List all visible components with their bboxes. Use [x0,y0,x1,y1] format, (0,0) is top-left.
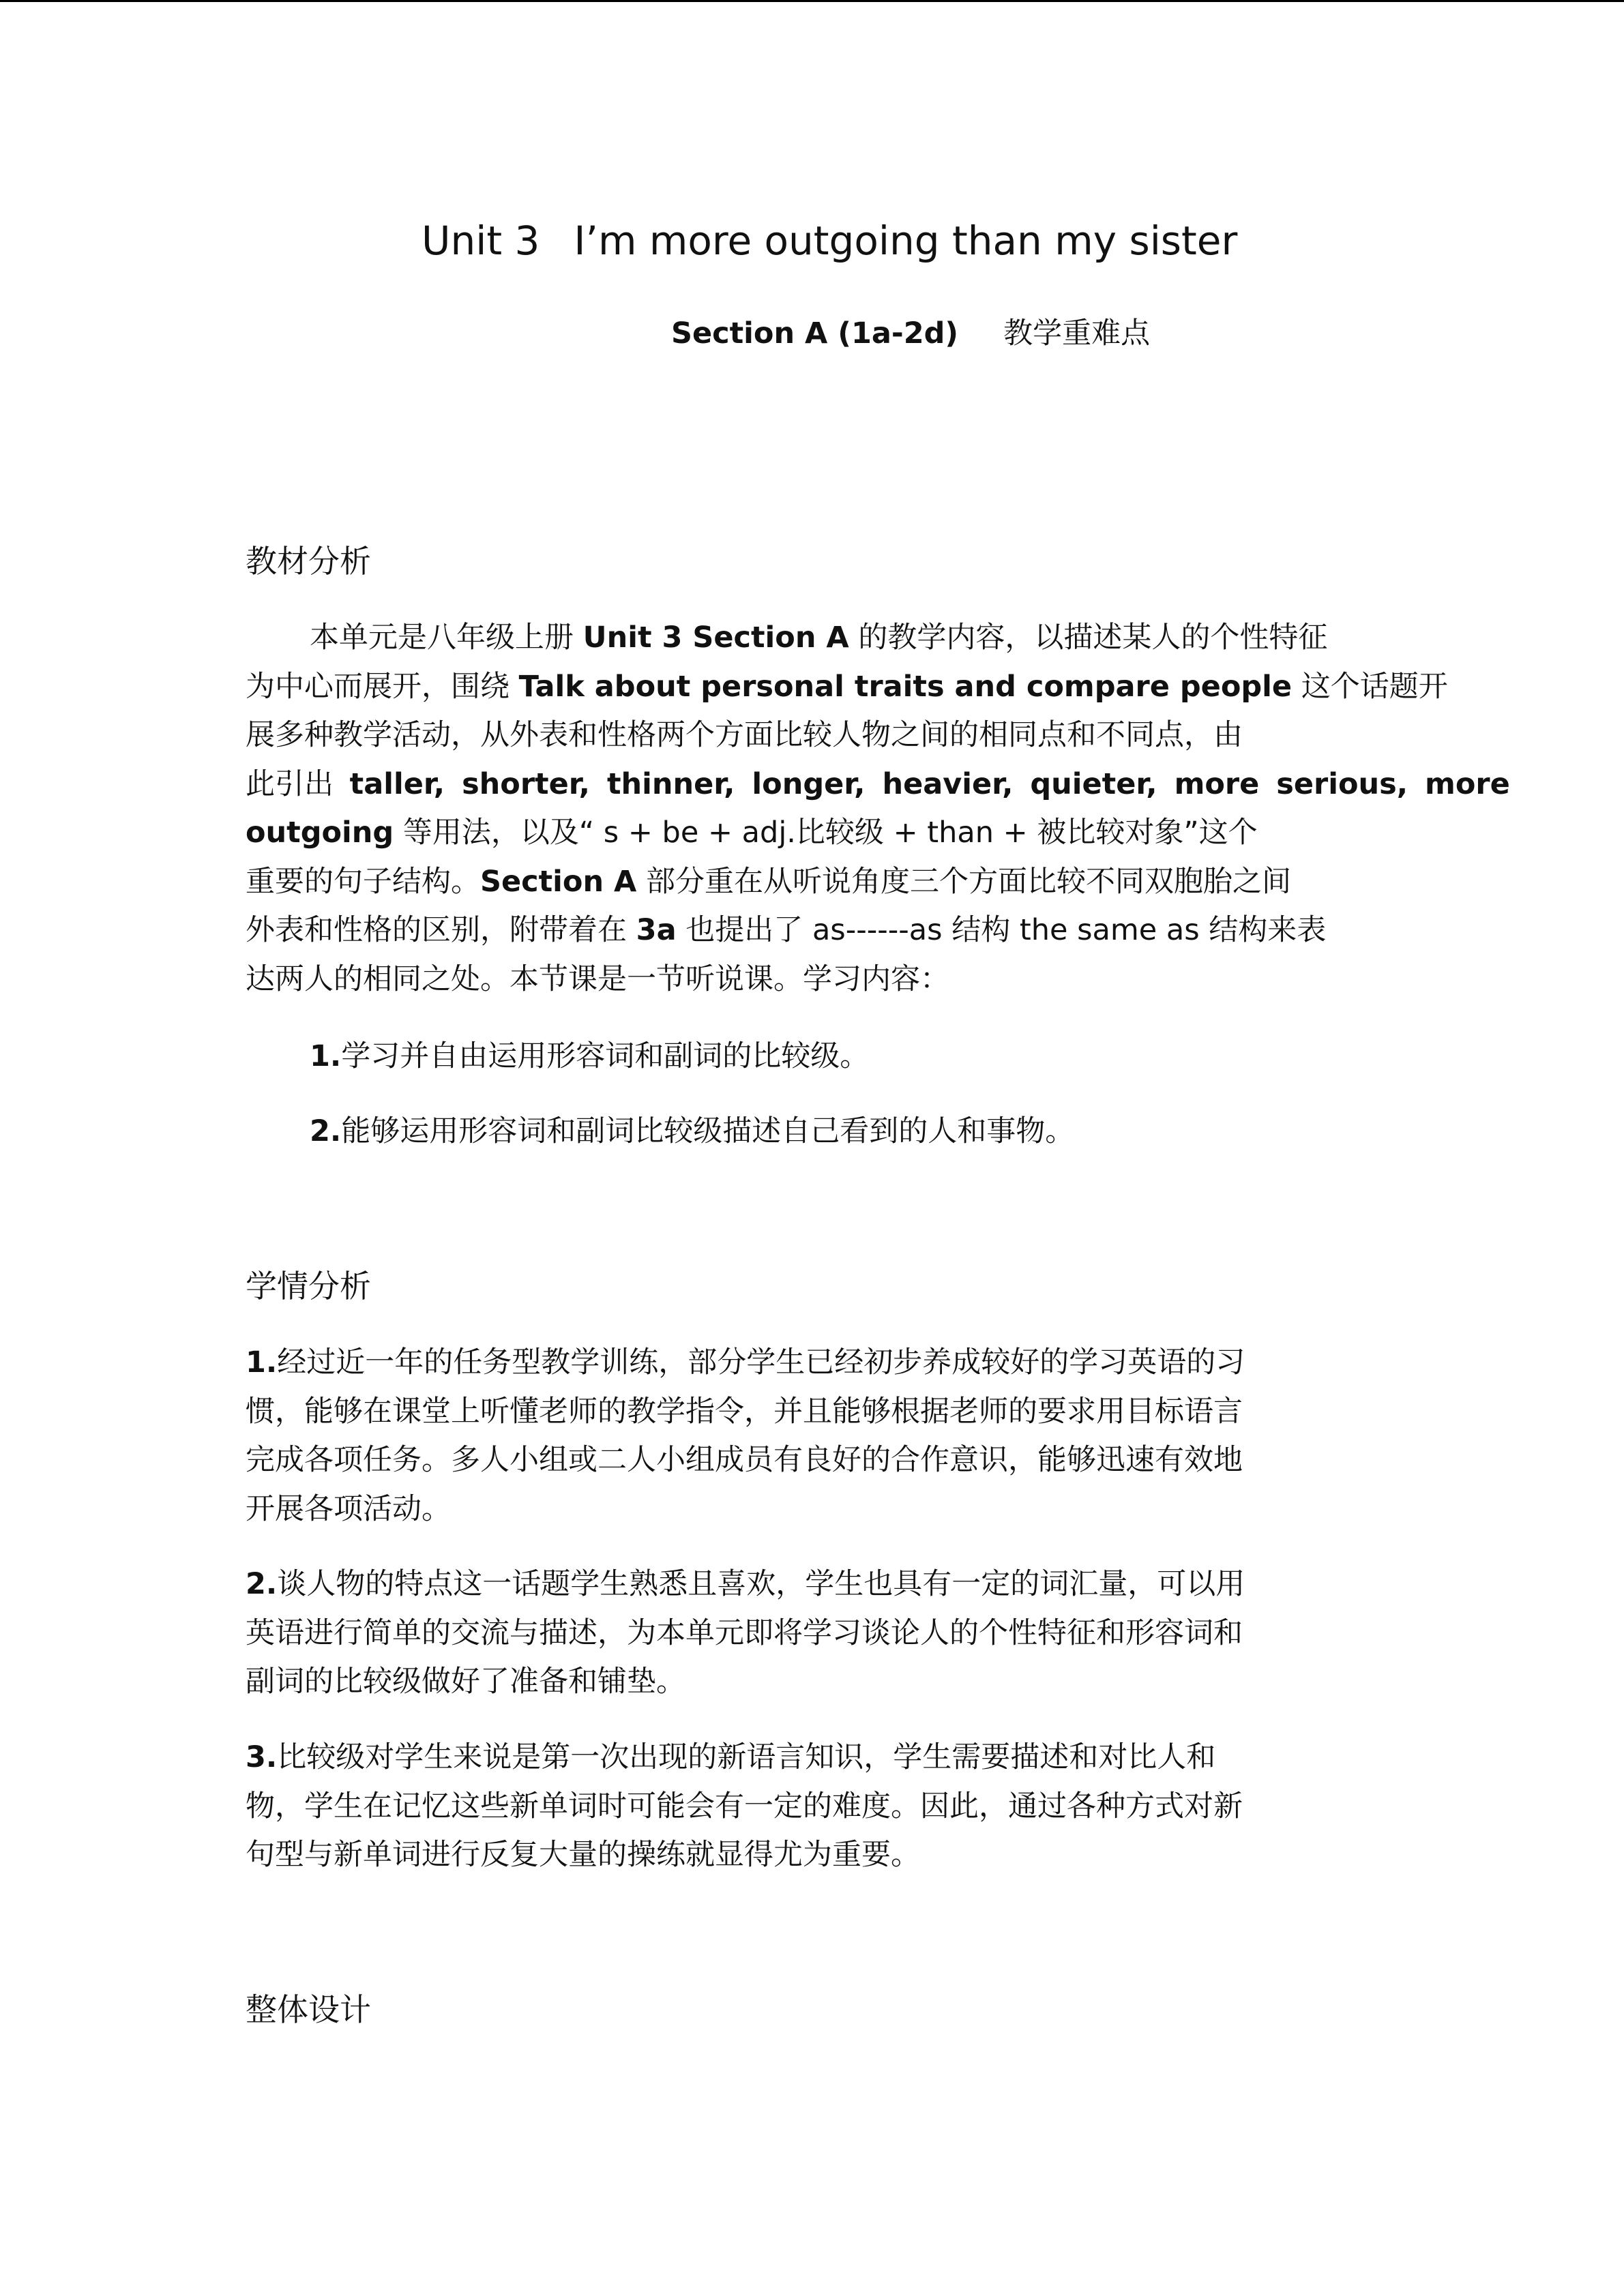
student-point-3-line-3: 句型与新单词进行反复大量的操练就显得尤为重要。 [246,1838,920,1872]
analysis-line-5: outgoing 等用法，以及“ s + be + adj.比较级 + than + 被比较对象”这个 [246,816,1258,850]
document-subtitle [671,311,1150,356]
analysis-line-2: 为中心而展开，围绕 Talk about personal traits and compare people 这个话题开 [246,669,1448,704]
analysis-line-7: 外表和性格的区别，附带着在 3a 也提出了 as------as 结构 the same as 结构来表 [246,913,1327,947]
heading-material-analysis: 教材分析 [246,543,371,580]
heading-student-analysis: 学情分析 [246,1268,371,1304]
material-analysis-paragraph [246,614,1510,1004]
student-point-3-line-2: 物，学生在记忆这些新单词时可能会有一定的难度。因此，通过各种方式对新 [246,1789,1243,1823]
learning-item-2: 2.能够运用形容词和副词比较级描述自己看到的人和事物。 [310,1114,1075,1148]
student-point-3 [246,1733,1378,1880]
analysis-line-8: 达两人的相同之处。本节课是一节听说课。学习内容： [246,961,949,996]
analysis-line-4: 此引出 taller, shorter, thinner, longer, heavier, quieter, more serious, more [246,766,1510,801]
subtitle-section: Section A (1a-2d) [671,316,959,351]
analysis-line-6: 重要的句子结构。Section A 部分重在从听说角度三个方面比较不同双胞胎之间 [246,864,1291,899]
student-point-1-line-4: 开展各项活动。 [246,1491,451,1526]
student-point-1 [246,1339,1378,1534]
student-point-1-line-3: 完成各项任务。多人小组或二人小组成员有良好的合作意识，能够迅速有效地 [246,1443,1243,1477]
student-point-2-line-2: 英语进行简单的交流与描述，为本单元即将学习谈论人的个性特征和形容词和 [246,1615,1243,1650]
page-top-border [0,0,1624,2]
document-title [422,213,1237,268]
title-text: I’m more outgoing than my sister [574,218,1238,264]
student-point-2-line-3: 副词的比较级做好了准备和铺垫。 [246,1665,685,1699]
title-unit: Unit 3 [422,218,540,264]
student-point-2 [246,1560,1378,1707]
student-point-1-line-2: 惯，能够在课堂上听懂老师的教学指令，并且能够根据老师的要求用目标语言 [246,1394,1243,1429]
analysis-line-1: 本单元是八年级上册 Unit 3 Section A 的教学内容，以描述某人的个性特征 [310,621,1328,655]
heading-overall-design: 整体设计 [246,1991,371,2028]
student-point-1-line-1: 1.经过近一年的任务型教学训练，部分学生已经初步养成较好的学习英语的习 [246,1345,1245,1380]
analysis-line-3: 展多种教学活动，从外表和性格两个方面比较人物之间的相同点和不同点，由 [246,718,1243,752]
student-point-2-line-1: 2.谈人物的特点这一话题学生熟悉且喜欢，学生也具有一定的词汇量，可以用 [246,1567,1245,1601]
subtitle-label: 教学重难点 [1003,316,1151,351]
student-point-3-line-1: 3.比较级对学生来说是第一次出现的新语言知识，学生需要描述和对比人和 [246,1740,1216,1774]
learning-item-1: 1.学习并自由运用形容词和副词的比较级。 [310,1039,870,1073]
